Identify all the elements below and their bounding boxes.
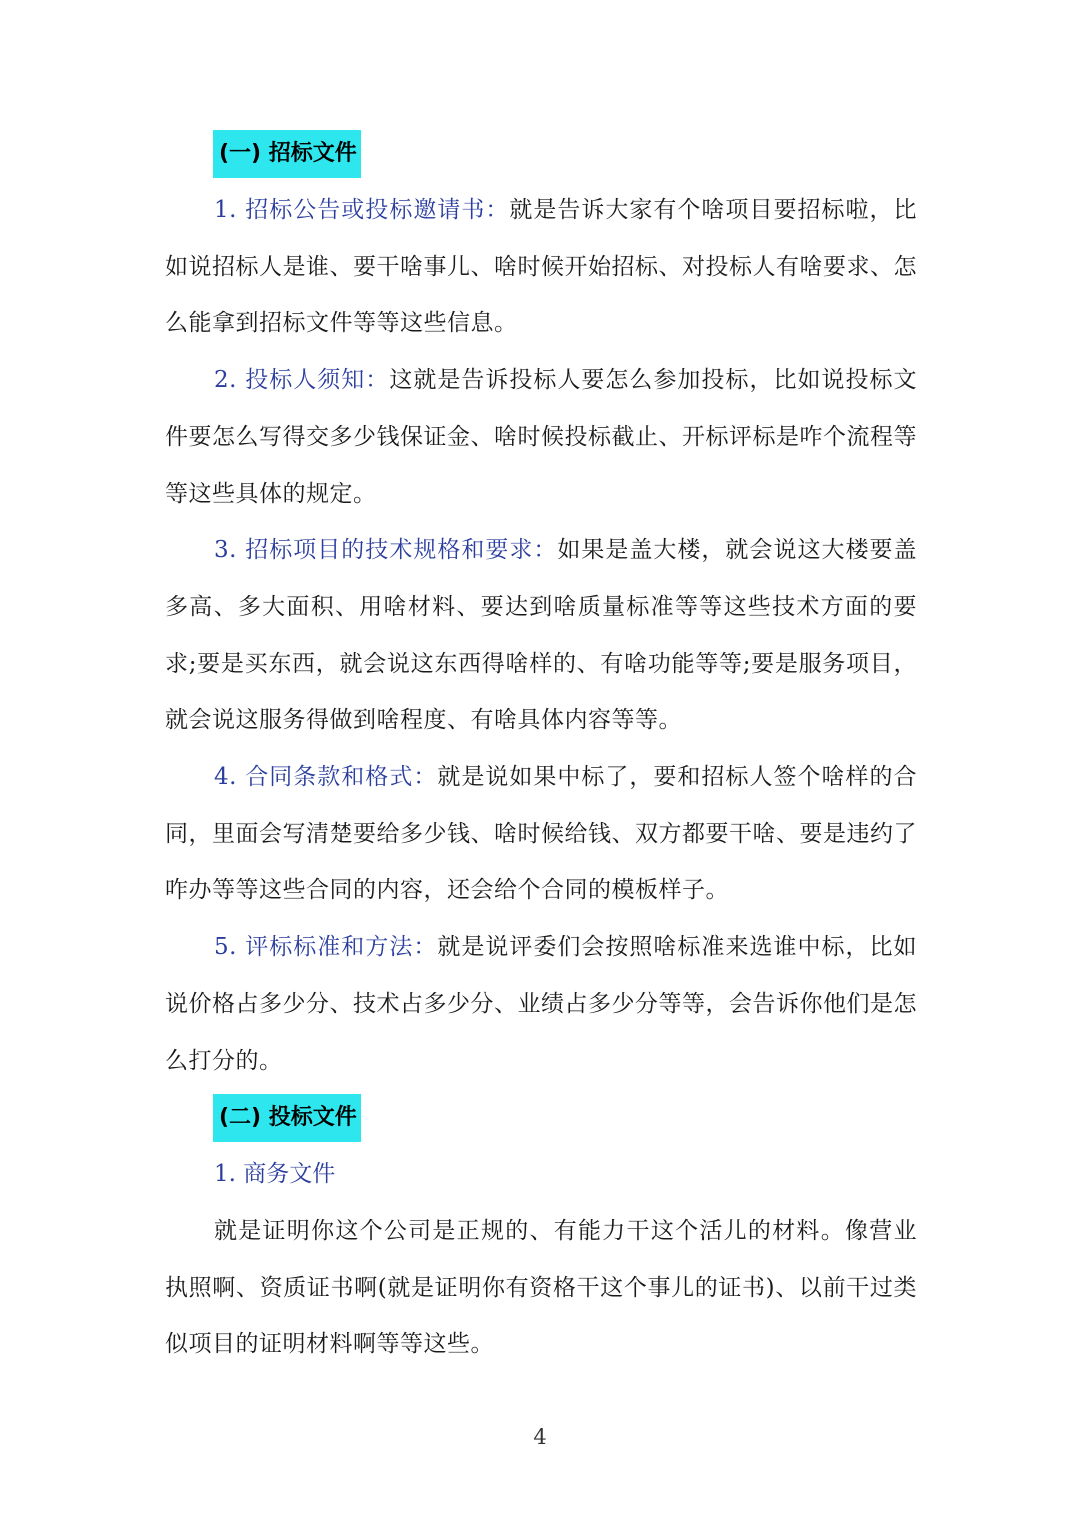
paragraph-item-5 bbox=[165, 919, 917, 1089]
section-heading-bid-documents: (二) 投标文件 bbox=[213, 1094, 361, 1142]
item-3-lead: 3. 招标项目的技术规格和要求： bbox=[214, 537, 558, 564]
item-5-lead: 5. 评标标准和方法： bbox=[214, 934, 438, 961]
paragraph-item-1 bbox=[165, 182, 917, 352]
paragraph-item-3 bbox=[165, 522, 917, 749]
item-2-lead: 2. 投标人须知： bbox=[214, 367, 390, 394]
item-3-text: 如果是盖大楼，就会说这大楼要盖多高、多大面积、用啥材料、要达到啥质量标准等等这些技术方面的要求;要是买东西，就会说这东西得啥样的、有啥功能等等;要是服务项目，就会说这服务得做到啥程度、有啥具体内容等等。 bbox=[165, 537, 917, 734]
item-4-text: 就是说如果中标了，要和招标人签个啥样的合同，里面会写清楚要给多少钱、啥时候给钱、双方都要干啥、要是违约了咋办等等这些合同的内容，还会给个合同的模板样子。 bbox=[165, 764, 918, 904]
page-number: 4 bbox=[533, 1425, 547, 1449]
item-5-text: 就是说评委们会按照啥标准来选谁中标，比如说价格占多少分、技术占多少分、业绩占多少分等等，会告诉你他们是怎么打分的。 bbox=[165, 934, 918, 1074]
paragraph-item-4 bbox=[165, 749, 917, 919]
section-heading-tender-documents: (一) 招标文件 bbox=[213, 130, 361, 178]
item-4-lead: 4. 合同条款和格式： bbox=[214, 764, 438, 791]
page-content bbox=[165, 130, 917, 1373]
subheading-business-documents: 1. 商务文件 bbox=[214, 1161, 336, 1188]
paragraph-business-documents: 就是证明你这个公司是正规的、有能力干这个活儿的材料。像营业执照啊、资质证书啊(就是证明你有资格干这个事儿的证书)、以前干过类似项目的证明材料啊等等这些。 bbox=[165, 1217, 917, 1358]
paragraph-item-2 bbox=[165, 352, 917, 522]
item-1-text: 就是告诉大家有个啥项目要招标啦，比如说招标人是谁、要干啥事儿、啥时候开始招标、对投标人有啥要求、怎么能拿到招标文件等等这些信息。 bbox=[165, 197, 917, 337]
item-1-lead: 1. 招标公告或投标邀请书： bbox=[214, 197, 510, 223]
item-2-text: 这就是告诉投标人要怎么参加投标，比如说投标文件要怎么写得交多少钱保证金、啥时候投标截止、开标评标是咋个流程等等这些具体的规定。 bbox=[165, 367, 918, 507]
